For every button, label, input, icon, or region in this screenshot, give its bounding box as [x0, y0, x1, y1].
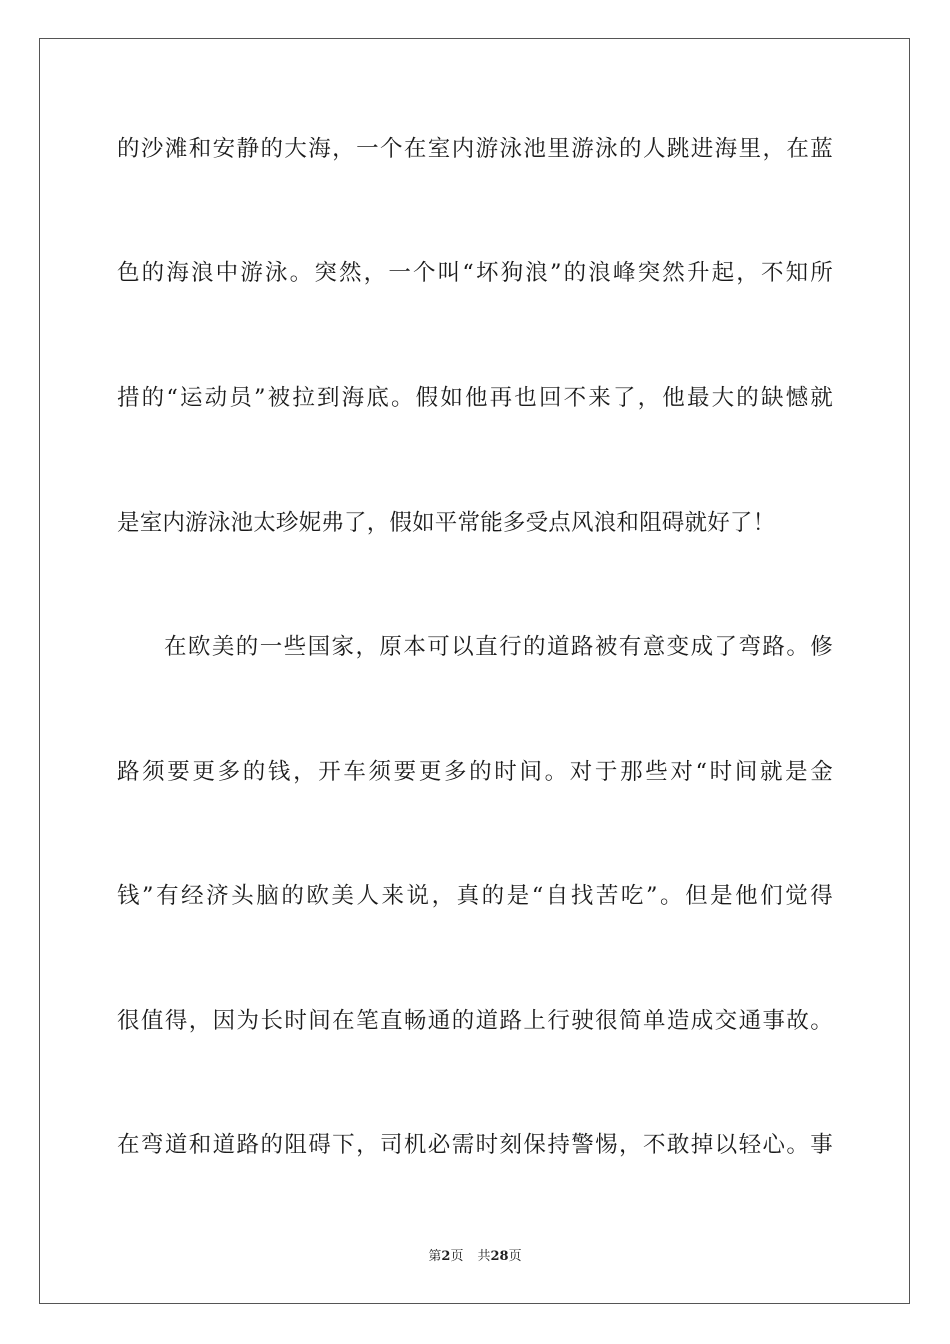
- text-line: 的沙滩和安静的大海，一个在室内游泳池里游泳的人跳进海里，在蓝: [117, 136, 833, 162]
- text-line: 是室内游泳池太珍妮弗了，假如平常能多受点风浪和阻碍就好了！: [117, 510, 776, 536]
- page-footer: [0, 1248, 950, 1266]
- text-line: 很值得，因为长时间在笔直畅通的道路上行驶很简单造成交通事故。: [117, 1008, 833, 1034]
- page-number: 2: [441, 1249, 451, 1264]
- total-prefix: 共: [477, 1249, 491, 1264]
- paragraph-first-line: 在欧美的一些国家，原本可以直行的道路被有意变成了弯路。修: [164, 634, 833, 660]
- page-border: [39, 38, 910, 1304]
- text-line: 在弯道和道路的阻碍下，司机必需时刻保持警惕，不敢掉以轻心。事: [117, 1132, 833, 1158]
- text-line: 路须要更多的钱，开车须要更多的时间。对于那些对“时间就是金: [117, 759, 833, 785]
- text-line: 钱”有经济头脑的欧美人来说，真的是“自找苦吃”。但是他们觉得: [117, 883, 833, 909]
- total-pages: 28: [490, 1249, 509, 1264]
- page-suffix: 页: [450, 1249, 464, 1264]
- total-suffix: 页: [508, 1249, 522, 1264]
- text-line: 措的“运动员”被拉到海底。假如他再也回不来了，他最大的缺憾就: [117, 385, 833, 411]
- page-prefix: 第: [428, 1249, 442, 1264]
- text-line: 色的海浪中游泳。突然，一个叫“坏狗浪”的浪峰突然升起，不知所: [117, 260, 833, 286]
